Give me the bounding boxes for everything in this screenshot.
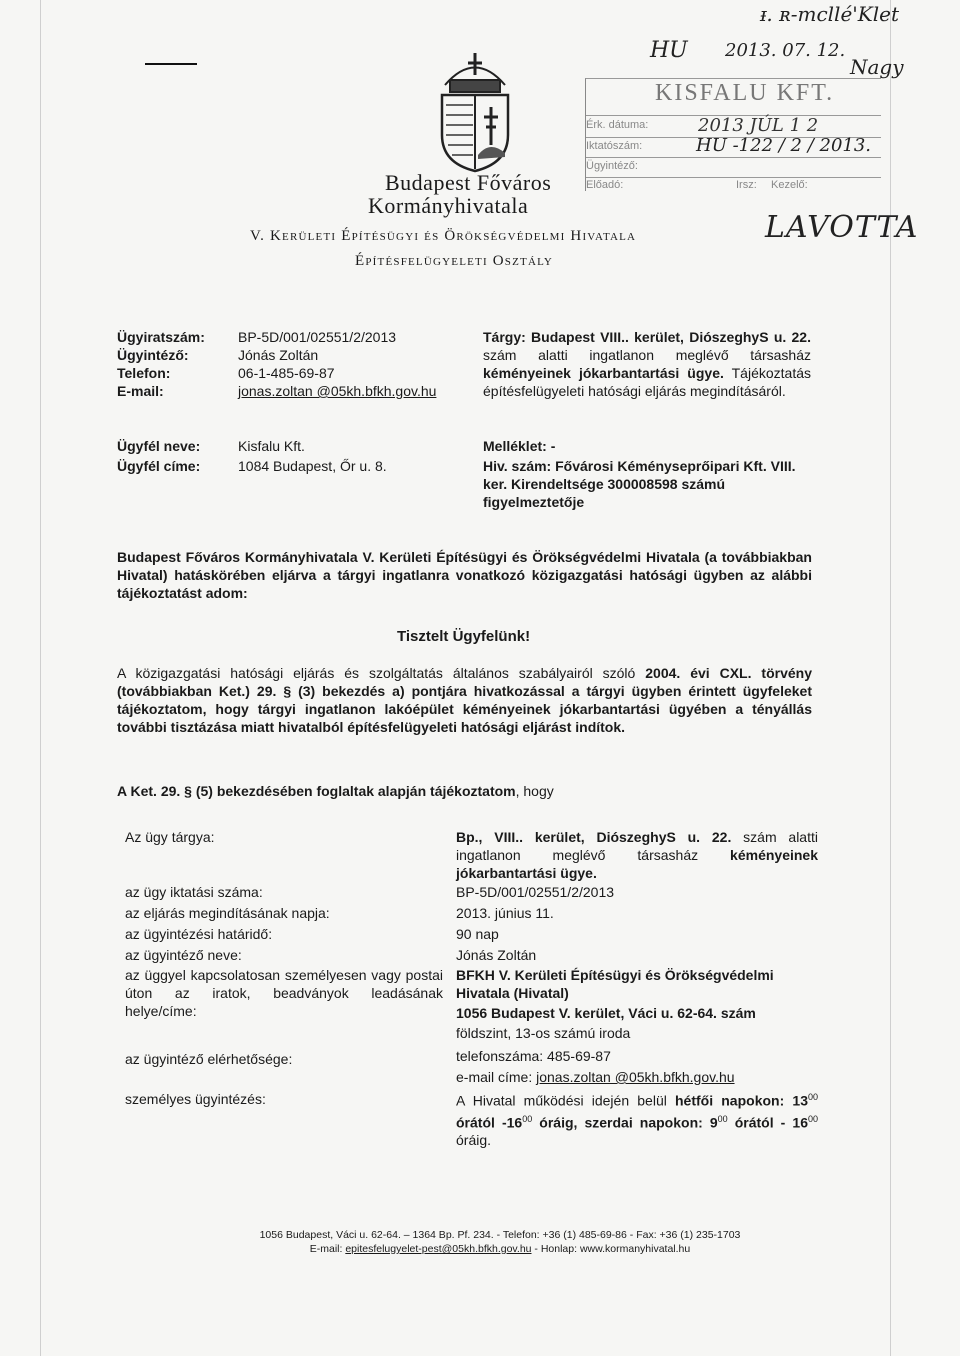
row-deadline-label: az ügyintézési határidő:	[125, 926, 273, 942]
scan-edge-right	[890, 0, 891, 1356]
handwritten-top-note: ᵻ. ʀ-mcllé'Klet	[760, 2, 899, 26]
officer-value: Jónás Zoltán	[238, 347, 319, 363]
subject-matter: kéményeinek jókarbantartási ügye.	[483, 365, 724, 381]
hours-sup3: 00	[717, 1113, 728, 1124]
row-contact-label: az ügyintéző elérhetősége:	[125, 1051, 293, 1067]
stamp-row4-label: Előadó:	[586, 179, 624, 191]
subject-rest: szám alatti ingatlanon meglévő társasház	[483, 347, 811, 363]
dept-name-line2: Építésfelügyeleti Osztály	[355, 253, 554, 269]
dept-name-line1: V. Kerületi Építésügyi és Örökségvédelmi Hivatala	[250, 228, 637, 244]
intro-text: Budapest Főváros Kormányhivatala V. Kerületi Építésügyi és Örökségvédelmi Hivatala (a továbbiakban Hivatal) hatáskörében eljárva a tárgyi ingatlanra vonatkozó közigazgatási hatósági ügyben az alábbi tájékoztatást adom:	[117, 549, 812, 601]
attachment-line: Melléklet: -	[483, 438, 556, 454]
greeting: Tisztelt Ügyfelünk!	[397, 628, 531, 645]
email-label: E-mail:	[117, 383, 164, 399]
hours-d: órától -16	[456, 1114, 523, 1131]
phone-label: Telefon:	[117, 365, 171, 381]
p1-part-c: (továbbiakban Ket.) 29. § (3) bekezdés a) pontjára hivatkozással a tárgyi ügyben érintett ügyfeleket tájékoztatom, hogy tárgyi ingatlanon lakóépület kéményeinek jókarbantartási ügyében a tényállás további tisztázása miatt hivatalból építésfelügyeleti hatósági eljárást indítok.	[117, 683, 812, 735]
row-submission-address: 1056 Budapest V. kerület, Váci u. 62-64. szám	[456, 1005, 756, 1021]
hours-sup4: 00	[808, 1113, 819, 1124]
case-number-label: Ügyiratszám:	[117, 329, 205, 345]
stamp-company: KISFALU KFT.	[655, 80, 835, 106]
row-contact-phone: telefonszáma: 485-69-87	[456, 1048, 611, 1064]
hours-sup1: 00	[807, 1092, 818, 1102]
row-subject-matter: kéményeinek jókarbantartási ügye.	[456, 847, 818, 881]
subject-title: Tárgy: Budapest VIII.. kerület, DiószeghyS u. 22.	[483, 329, 811, 345]
row-office-hours-label: személyes ügyintézés:	[125, 1091, 266, 1107]
body-paragraph-1	[117, 664, 812, 736]
stamp-row4-right: Kezelő:	[771, 179, 808, 191]
row-submission-room: földszint, 13-os számú iroda	[456, 1025, 631, 1041]
hungarian-coat-of-arms-icon	[420, 45, 530, 175]
row-contact-email-prefix: e-mail címe:	[456, 1069, 537, 1085]
row-start-date-value: 2013. június 11.	[456, 905, 554, 921]
client-address-label: Ügyfél címe:	[117, 458, 201, 474]
case-number-value: BP-5D/001/02551/2/2013	[238, 329, 397, 345]
handwritten-date: 2013. 07. 12.	[725, 40, 846, 61]
hours-b: működési idején belül	[515, 1092, 675, 1109]
client-address-value: 1084 Budapest, Őr u. 8.	[238, 458, 387, 474]
row-start-date-label: az eljárás megindításának napja:	[125, 905, 330, 921]
row-officer-label: az ügyintéző neve:	[125, 947, 242, 963]
footer-email-prefix: E-mail:	[309, 1243, 346, 1255]
hours-g: óráig.	[456, 1132, 492, 1149]
client-name-label: Ügyfél neve:	[117, 438, 201, 454]
reference-text: Hiv. szám: Fővárosi Kéményseprőipari Kft. VIII. ker. Kirendeltsége 300008598 számú figyelmeztetője	[483, 458, 796, 510]
footer-address: 1056 Budapest, Váci u. 62-64. – 1364 Bp. Pf. 234. - Telefon: +36 (1) 485-69-86 - Fax: +36 (1) 235-1703	[259, 1229, 741, 1241]
row-filing-number-value: BP-5D/001/02551/2/2013	[456, 884, 615, 900]
hours-sup2: 00	[522, 1113, 533, 1124]
email-link[interactable]: jonas.zoltan @05kh.bfkh.gov.hu	[238, 383, 437, 399]
reference-line	[483, 457, 803, 511]
hours-e: óráig, szerdai napokon: 9	[532, 1114, 718, 1131]
hours-a: A Hivatal	[456, 1092, 516, 1109]
margin-mark	[145, 63, 197, 65]
row-deadline-value: 90 nap	[456, 926, 499, 942]
org-name-line2: Kormányhivatala	[368, 193, 529, 218]
handwritten-code: HU	[650, 38, 688, 63]
hours-c: hétfői napokon: 13	[675, 1092, 808, 1109]
hours-f: órától - 16	[727, 1114, 808, 1131]
org-name-line1: Budapest Főváros	[385, 170, 552, 195]
client-name-value: Kisfalu Kft.	[238, 438, 305, 454]
row-subject-address: Bp., VIII.. kerület, DiószeghyS u. 22.	[456, 829, 732, 845]
stamp-row2-value: HU -122 / 2 / 2013.	[696, 135, 872, 156]
row-subject-mid: szám alatti ingatlanon meglévő társasház	[456, 829, 818, 863]
footer-contact	[140, 1242, 860, 1257]
row-submission-office: BFKH V. Kerületi Építésügyi és Örökségvédelmi Hivatala (Hivatal)	[456, 967, 774, 1001]
p1-part-a: A közigazgatási hatósági eljárás és szolgáltatás általános szabályairól szóló	[117, 665, 646, 681]
p2-inform: tájékoztatom	[430, 783, 516, 799]
scan-edge-left	[40, 0, 41, 1356]
row-subject-label: Az ügy tárgya:	[125, 829, 215, 845]
stamp-row1-label: Érk. dátuma:	[586, 119, 649, 131]
footer-email-link[interactable]: epitesfelugyelet-pest@05kh.bfkh.gov.hu	[345, 1243, 532, 1255]
row-officer-value: Jónás Zoltán	[456, 947, 537, 963]
intro-paragraph	[117, 548, 812, 602]
body-paragraph-2	[117, 782, 812, 800]
row-filing-number-label: az ügy iktatási száma:	[125, 884, 263, 900]
subject-info: Tájékoztatás építésfelügyeleti hatósági eljárás megindításáról.	[483, 365, 811, 399]
subject-block	[483, 328, 811, 400]
stamp-row2-label: Iktatószám:	[586, 140, 643, 152]
row-office-hours-value	[456, 1088, 818, 1149]
p2-part-a: A Ket. 29. § (5) bekezdésében foglaltak alapján	[117, 783, 431, 799]
stamp-row1-value: 2013 JÚL 1 2	[698, 115, 819, 136]
p1-law: 2004. évi CXL. törvény	[645, 665, 812, 681]
handwritten-name-lavotta: LAVOTTA	[765, 210, 919, 245]
row-contact-email	[456, 1068, 818, 1086]
stamp-row4-mid: Irsz:	[736, 179, 757, 191]
p2-part-c: , hogy	[515, 783, 554, 799]
officer-label: Ügyintéző:	[117, 347, 189, 363]
row-contact-email-link[interactable]: jonas.zoltan @05kh.bfkh.gov.hu	[536, 1069, 735, 1085]
row-submission-label: az üggyel kapcsolatosan személyesen vagy postai úton az iratok, beadványok leadásának helye/címe:	[125, 967, 443, 1019]
phone-value: 06-1-485-69-87	[238, 365, 335, 381]
footer-website: - Honlap: www.kormanyhivatal.hu	[531, 1243, 691, 1255]
row-subject-value	[456, 828, 818, 882]
stamp-row3-label: Ügyintéző:	[586, 160, 638, 172]
handwritten-name-nagy: Nagy	[850, 55, 904, 79]
